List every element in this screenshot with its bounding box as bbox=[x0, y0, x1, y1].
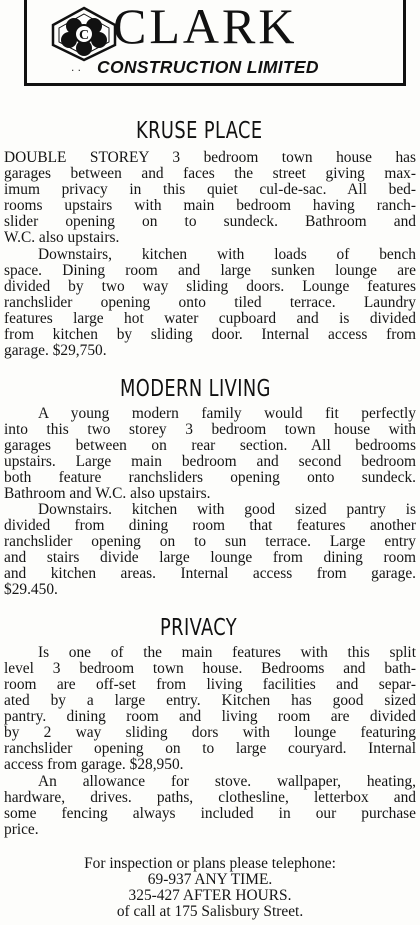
body-line: rooms upstairs with main bedroom having ranch- bbox=[4, 197, 416, 214]
body-line: Downstairs. kitchen with good sized pantry is bbox=[38, 501, 416, 518]
body-line: upstairs. Large main bedroom and second bedroom bbox=[4, 453, 416, 470]
body-line: An allowance for stove. wallpaper, heating, bbox=[38, 773, 416, 790]
body-line: hardware, drives. paths, clothesline, letterbox and bbox=[4, 789, 416, 806]
section-title: KRUSE PLACE bbox=[136, 118, 263, 144]
body-line: garage. $29,750. bbox=[4, 342, 107, 359]
hexagon-logo-icon bbox=[47, 6, 121, 62]
contact-phone: 69-937 ANY TIME. bbox=[147, 871, 273, 888]
body-line: A young modern family would fit perfectly bbox=[38, 405, 416, 422]
body-line: from kitchen by sliding door. Internal access from bbox=[4, 326, 416, 343]
body-line: $29.450. bbox=[4, 581, 58, 598]
body-line: imum privacy in this quiet cul-de-sac. All bed- bbox=[4, 181, 416, 198]
body-line: garages between on rear section. All bedrooms bbox=[4, 437, 416, 454]
brand-subtitle: CONSTRUCTION LIMITED bbox=[97, 57, 319, 77]
contact-phone-after-hours: 325-427 AFTER HOURS. bbox=[128, 887, 292, 904]
logo-box bbox=[24, 0, 406, 86]
body-line: DOUBLE STOREY 3 bedroom town house has bbox=[4, 149, 416, 166]
body-line: Is one of the main features with this split bbox=[38, 644, 416, 661]
body-line: and stairs divide large lounge from dining room bbox=[4, 549, 416, 566]
section-title: PRIVACY bbox=[160, 615, 238, 641]
logo-dots: . . bbox=[71, 60, 82, 74]
body-line: features large hot water cupboard and is divided bbox=[4, 310, 416, 327]
body-line: W.C. also upstairs. bbox=[4, 229, 120, 246]
logo-letter: C bbox=[78, 28, 90, 43]
body-line: both feature ranchsliders opening onto sundeck. bbox=[4, 469, 416, 486]
body-line: access from garage. $28,950. bbox=[4, 756, 184, 773]
contact-address: of call at 175 Salisbury Street. bbox=[116, 903, 304, 920]
body-line: space. Dining room and large sunken lounge are bbox=[4, 262, 416, 279]
body-line: ranchslider opening on to large couryard. Internal bbox=[4, 740, 416, 757]
body-line: slider opening on to sundeck. Bathroom and bbox=[4, 213, 416, 230]
body-line: garages between and faces the street giving max- bbox=[4, 165, 416, 182]
body-line: some fencing always included in our purchase bbox=[4, 805, 416, 822]
brand-name: CLARK bbox=[113, 0, 298, 54]
body-line: by 2 way sliding dors with lounge featuring bbox=[4, 724, 416, 741]
body-line: into this two storey 3 bedroom town house with bbox=[4, 421, 416, 438]
section-title: MODERN LIVING bbox=[120, 376, 271, 402]
body-line: price. bbox=[4, 821, 39, 838]
body-line: divided by two way sliding doors. Lounge features bbox=[4, 278, 416, 295]
body-line: divided from dining room that features another bbox=[4, 517, 416, 534]
body-line: ated by a large entry. Kitchen has good sized bbox=[4, 692, 416, 709]
body-line: ranchslider opening onto tiled terrace. Laundry bbox=[4, 294, 416, 311]
body-line: and kitchen areas. Internal access from garage. bbox=[4, 565, 416, 582]
body-line: pantry. dining room and living room are divided bbox=[4, 708, 416, 725]
contact-line: For inspection or plans please telephone: bbox=[84, 855, 336, 872]
body-line: level 3 bedroom town house. Bedrooms and bath- bbox=[4, 660, 416, 677]
body-line: room are off-set from living facilities and separ- bbox=[4, 676, 416, 693]
body-line: ranchslider opening on to sun terrace. Large entry bbox=[4, 533, 416, 550]
body-line: Downstairs, kitchen with loads of bench bbox=[38, 246, 416, 263]
body-line: Bathroom and W.C. also upstairs. bbox=[4, 485, 211, 502]
